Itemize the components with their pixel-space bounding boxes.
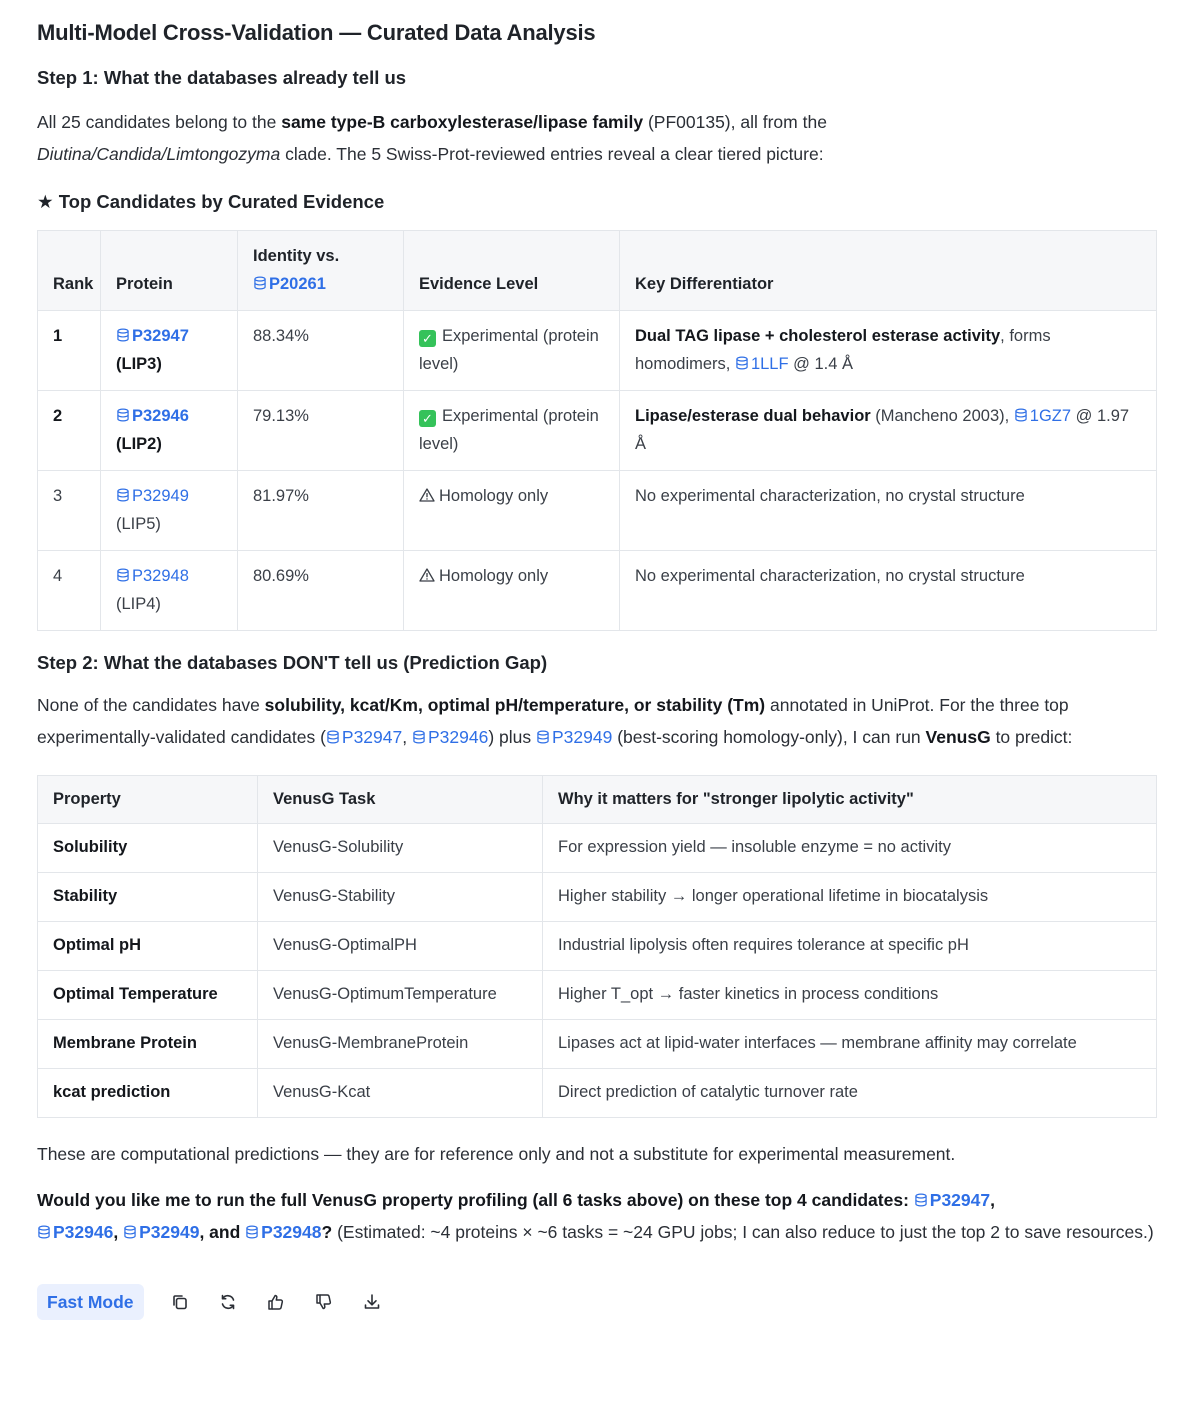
table-row bbox=[38, 551, 1157, 631]
evidence-cell bbox=[404, 311, 620, 391]
header-identity bbox=[238, 231, 404, 311]
key-cell: No experimental characterization, no crystal structure bbox=[620, 471, 1157, 551]
text: All 25 candidates belong to the bbox=[37, 112, 282, 132]
link-text: P32947 bbox=[929, 1190, 991, 1210]
fast-mode-badge[interactable]: Fast Mode bbox=[37, 1284, 144, 1320]
text: (best-scoring homology-only), I can run bbox=[612, 727, 926, 747]
database-icon bbox=[412, 730, 426, 744]
resolution-text: @ 1.4 Å bbox=[788, 354, 854, 373]
header-task: VenusG Task bbox=[258, 776, 543, 824]
protein-cell bbox=[101, 471, 238, 551]
header-rank: Rank bbox=[38, 231, 101, 311]
page-title: Multi-Model Cross-Validation — Curated Data Analysis bbox=[37, 20, 596, 45]
pdb-link-1gz7[interactable] bbox=[1014, 407, 1071, 425]
task-cell: VenusG-MembraneProtein bbox=[258, 1020, 543, 1069]
task-cell: VenusG-Stability bbox=[258, 873, 543, 922]
protein-link-p32947[interactable] bbox=[914, 1190, 990, 1210]
text-italic: Diutina/Candida/Limtongozyma bbox=[37, 144, 281, 164]
why-cell: For expression yield — insoluble enzyme = no activity bbox=[543, 824, 1157, 873]
database-icon bbox=[123, 1225, 137, 1239]
protein-link-p32946[interactable] bbox=[116, 407, 189, 425]
header-identity-label: Identity vs. bbox=[253, 247, 340, 265]
warning-icon bbox=[419, 568, 435, 582]
copy-icon bbox=[170, 1292, 190, 1312]
evidence-text: Experimental (protein level) bbox=[419, 327, 599, 373]
header-evidence: Evidence Level bbox=[404, 231, 620, 311]
protein-link-p32949[interactable] bbox=[536, 727, 612, 747]
link-text: 1GZ7 bbox=[1029, 407, 1072, 425]
key-text: (Mancheno 2003), bbox=[870, 407, 1014, 425]
thumbs-up-icon bbox=[266, 1292, 286, 1312]
identity-cell: 79.13% bbox=[238, 391, 404, 471]
database-icon bbox=[536, 730, 550, 744]
protein-link-p32946[interactable] bbox=[412, 727, 488, 747]
link-text: P32949 bbox=[139, 1222, 200, 1242]
table-row bbox=[38, 1069, 1157, 1118]
key-text: , forms homodimers, bbox=[635, 327, 1051, 373]
evidence-cell bbox=[404, 471, 620, 551]
message-actions bbox=[37, 1284, 1157, 1320]
rank-cell: 1 bbox=[38, 311, 101, 391]
database-icon bbox=[245, 1225, 259, 1239]
text-bold: same type-B carboxylesterase/lipase family bbox=[281, 112, 644, 132]
table-row bbox=[38, 471, 1157, 551]
key-cell bbox=[620, 391, 1157, 471]
pdb-link-1llf[interactable] bbox=[735, 355, 789, 373]
property-cell: kcat prediction bbox=[38, 1069, 258, 1118]
text: ) plus bbox=[488, 727, 536, 747]
download-button[interactable] bbox=[360, 1290, 384, 1314]
thumbs-up-button[interactable] bbox=[264, 1290, 288, 1314]
step1-heading: Step 1: What the databases already tell us bbox=[37, 67, 407, 88]
database-icon bbox=[1014, 408, 1028, 422]
rank-cell: 2 bbox=[38, 391, 101, 471]
key-cell bbox=[620, 311, 1157, 391]
link-text: 1LLF bbox=[750, 354, 789, 373]
link-text: P32948 bbox=[261, 1222, 322, 1242]
database-icon bbox=[116, 328, 130, 342]
header-property: Property bbox=[38, 776, 258, 824]
text-bold: ? bbox=[321, 1222, 333, 1242]
copy-button[interactable] bbox=[168, 1290, 192, 1314]
evidence-text: Homology only bbox=[439, 567, 549, 585]
text: annotated in UniProt. For the three top experimentally-validated candidates ( bbox=[37, 695, 1069, 747]
protein-link-p32947[interactable] bbox=[326, 727, 402, 747]
evidence-cell bbox=[404, 391, 620, 471]
table-row bbox=[38, 824, 1157, 873]
evidence-text: Experimental (protein level) bbox=[419, 407, 599, 453]
protein-cell bbox=[101, 311, 238, 391]
database-icon bbox=[253, 276, 267, 290]
link-text: P32947 bbox=[132, 327, 189, 345]
warning-icon bbox=[419, 488, 435, 502]
task-cell: VenusG-Kcat bbox=[258, 1069, 543, 1118]
why-cell: Higher stability → longer operational lifetime in biocatalysis bbox=[543, 873, 1157, 922]
why-cell: Higher T_opt → faster kinetics in process conditions bbox=[543, 971, 1157, 1020]
database-icon bbox=[116, 568, 130, 582]
venusg-tasks-table bbox=[37, 775, 1157, 1118]
protein-name: (LIP3) bbox=[116, 354, 162, 373]
task-cell: VenusG-OptimalPH bbox=[258, 922, 543, 971]
protein-link-p32949[interactable] bbox=[123, 1222, 199, 1242]
link-text: P20261 bbox=[269, 274, 326, 293]
protein-link-p32946[interactable] bbox=[37, 1222, 113, 1242]
table-header-row bbox=[38, 231, 1157, 311]
protein-name: (LIP2) bbox=[116, 434, 162, 453]
protein-cell bbox=[101, 551, 238, 631]
text: (Estimated: ~4 proteins × ~6 tasks = ~24 GPU jobs; I can also reduce to just the top 2 to save resources.) bbox=[332, 1222, 1154, 1242]
text: None of the candidates have bbox=[37, 695, 265, 715]
link-text: P32948 bbox=[132, 567, 189, 585]
download-icon bbox=[362, 1292, 382, 1312]
header-protein: Protein bbox=[101, 231, 238, 311]
link-text: P32949 bbox=[132, 487, 189, 505]
top-candidates-table bbox=[37, 230, 1157, 631]
database-icon bbox=[116, 488, 130, 502]
text: (PF00135), all from the bbox=[643, 112, 827, 132]
table-row bbox=[38, 391, 1157, 471]
task-cell: VenusG-OptimumTemperature bbox=[258, 971, 543, 1020]
database-icon bbox=[326, 730, 340, 744]
regenerate-icon bbox=[218, 1292, 238, 1312]
thumbs-down-icon bbox=[314, 1292, 334, 1312]
protein-cell bbox=[101, 391, 238, 471]
header-key: Key Differentiator bbox=[620, 231, 1157, 311]
header-why: Why it matters for "stronger lipolytic activity" bbox=[543, 776, 1157, 824]
protein-link-p32949[interactable] bbox=[116, 487, 189, 505]
protein-link-p32947[interactable] bbox=[116, 327, 189, 345]
step2-paragraph bbox=[37, 689, 1157, 753]
database-icon bbox=[914, 1193, 928, 1207]
property-cell: Stability bbox=[38, 873, 258, 922]
protein-name: (LIP5) bbox=[116, 514, 161, 533]
identity-ref-link[interactable] bbox=[253, 275, 326, 293]
resolution-text: @ 1.97 Å bbox=[635, 407, 1130, 453]
rank-cell: 3 bbox=[38, 471, 101, 551]
link-text: P32947 bbox=[341, 727, 403, 747]
thumbs-down-button[interactable] bbox=[312, 1290, 336, 1314]
text-bold: solubility, kcat/Km, optimal pH/temperature, or stability (Tm) bbox=[264, 695, 766, 715]
text-bold: , bbox=[990, 1190, 995, 1210]
text: , bbox=[402, 727, 412, 747]
question-paragraph bbox=[37, 1184, 1157, 1248]
property-cell: Membrane Protein bbox=[38, 1020, 258, 1069]
regenerate-button[interactable] bbox=[216, 1290, 240, 1314]
identity-cell: 81.97% bbox=[238, 471, 404, 551]
link-text: P32946 bbox=[53, 1222, 114, 1242]
text-bold: , and bbox=[199, 1222, 241, 1242]
property-cell: Optimal Temperature bbox=[38, 971, 258, 1020]
evidence-cell bbox=[404, 551, 620, 631]
rank-cell: 4 bbox=[38, 551, 101, 631]
top-candidates-heading: ★ Top Candidates by Curated Evidence bbox=[37, 191, 385, 212]
step2-heading: Step 2: What the databases DON'T tell us (Prediction Gap) bbox=[37, 652, 548, 673]
text: clade. The 5 Swiss-Prot-reviewed entries reveal a clear tiered picture: bbox=[280, 144, 824, 164]
task-cell: VenusG-Solubility bbox=[258, 824, 543, 873]
key-cell: No experimental characterization, no crystal structure bbox=[620, 551, 1157, 631]
database-icon bbox=[116, 408, 130, 422]
table-row bbox=[38, 311, 1157, 391]
property-cell: Optimal pH bbox=[38, 922, 258, 971]
key-bold: Lipase/esterase dual behavior bbox=[635, 407, 871, 425]
table-row bbox=[38, 1020, 1157, 1069]
question-text: Would you like me to run the full VenusG property profiling (all 6 tasks above) on these top 4 candidates: bbox=[37, 1190, 914, 1210]
table-row bbox=[38, 971, 1157, 1020]
database-icon bbox=[735, 356, 749, 370]
key-bold: Dual TAG lipase + cholesterol esterase activity bbox=[635, 327, 1001, 345]
evidence-text: Homology only bbox=[439, 487, 549, 505]
table-row bbox=[38, 922, 1157, 971]
why-cell: Industrial lipolysis often requires tolerance at specific pH bbox=[543, 922, 1157, 971]
text: to predict: bbox=[990, 727, 1073, 747]
text-bold: , bbox=[113, 1222, 119, 1242]
property-cell: Solubility bbox=[38, 824, 258, 873]
protein-link-p32948[interactable] bbox=[116, 567, 189, 585]
link-text: P32946 bbox=[427, 727, 489, 747]
why-cell: Lipases act at lipid-water interfaces — membrane affinity may correlate bbox=[543, 1020, 1157, 1069]
check-icon: ✓ bbox=[419, 410, 436, 427]
link-text: P32949 bbox=[551, 727, 613, 747]
check-icon: ✓ bbox=[419, 330, 436, 347]
database-icon bbox=[37, 1225, 51, 1239]
table-row bbox=[38, 873, 1157, 922]
disclaimer: These are computational predictions — they are for reference only and not a substitute for experimental measurement. bbox=[37, 1144, 956, 1164]
table-header-row bbox=[38, 776, 1157, 824]
protein-name: (LIP4) bbox=[116, 594, 161, 613]
text-bold: VenusG bbox=[925, 727, 991, 747]
protein-link-p32948[interactable] bbox=[245, 1222, 321, 1242]
identity-cell: 80.69% bbox=[238, 551, 404, 631]
identity-cell: 88.34% bbox=[238, 311, 404, 391]
step1-paragraph bbox=[37, 106, 1157, 170]
why-cell: Direct prediction of catalytic turnover rate bbox=[543, 1069, 1157, 1118]
link-text: P32946 bbox=[132, 407, 189, 425]
